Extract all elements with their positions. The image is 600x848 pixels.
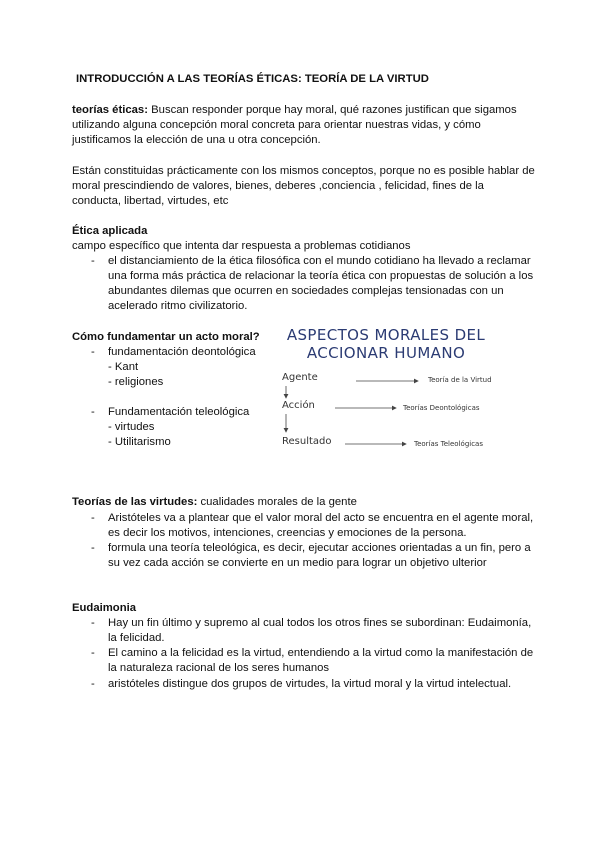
- bullet-dash: -: [91, 647, 95, 659]
- fundamentar-teleologica: Fundamentación teleológica: [108, 406, 250, 418]
- diagram-target-deontologicas: Teorías Deontológicas: [403, 404, 480, 412]
- eudaimonia-b3: aristóteles distingue dos grupos de virtudes, la virtud moral y la virtud intelectual.: [108, 678, 512, 690]
- bullet-dash: -: [91, 617, 95, 629]
- diagram-label-resultado: Resultado: [282, 436, 332, 447]
- bullet-dash: -: [91, 255, 95, 267]
- fundamentar-utilitarismo: - Utilitarismo: [108, 436, 171, 448]
- diagram-label-agente: Agente: [282, 372, 318, 383]
- etica-bullet-line-1: el distanciamiento de la ética filosófica con el mundo cotidiano ha llevado a reclamar: [108, 255, 531, 267]
- virtudes-heading-line: Teorías de las virtudes: cualidades morales de la gente: [72, 496, 357, 508]
- diagram-target-virtud: Teoría de la Virtud: [428, 376, 492, 384]
- etica-bullet-line-4: acelerado ritmo civilizatorio.: [108, 300, 248, 312]
- diagram-target-teleologicas: Teorías Teleológicas: [414, 440, 483, 448]
- fundamentar-religiones: - religiones: [108, 376, 164, 388]
- virtudes-term: Teorías de las virtudes:: [72, 496, 198, 508]
- virtudes-b2-line-1: formula una teoría teleológica, es decir, ejecutar acciones orientadas a un fin, pero a: [108, 542, 531, 554]
- fundamentar-heading: Cómo fundamentar un acto moral?: [72, 331, 260, 343]
- eudaimonia-b2-line-2: la naturaleza racional de los seres humanos: [108, 662, 330, 674]
- bullet-dash: -: [91, 346, 95, 358]
- page-title: INTRODUCCIÓN A LAS TEORÍAS ÉTICAS: TEORÍA DE LA VIRTUD: [76, 73, 429, 85]
- virtudes-b2-line-2: su vez cada acción se convierte en un medio para lograr un objetivo ulterior: [108, 557, 487, 569]
- bullet-dash: -: [91, 542, 95, 554]
- teorias-line-3: justificamos la elección de una u otra concepción.: [72, 134, 321, 146]
- teorias-term: teorías éticas:: [72, 104, 148, 116]
- fundamentar-kant: - Kant: [108, 361, 139, 373]
- virtudes-b1-line-2: es decir los motivos, intenciones, creencias y emociones de la persona.: [108, 527, 467, 539]
- etica-bullet-line-2: una forma más práctica de relacionar la teoría ética con propuestas de solución a los: [108, 270, 534, 282]
- bullet-dash: -: [91, 678, 95, 690]
- eudaimonia-b1-line-1: Hay un fin último y supremo al cual todos los otros fines se subordinan: Eudaimonía,: [108, 617, 532, 629]
- teorias-para2-line-1: Están constituidas prácticamente con los mismos conceptos, porque no es posible hablar de: [72, 165, 535, 177]
- virtudes-b1-line-1: Aristóteles va a plantear que el valor moral del acto se encuentra en el agente moral,: [108, 512, 534, 524]
- bullet-dash: -: [91, 512, 95, 524]
- eudaimonia-b2-line-1: El camino a la felicidad es la virtud, entendiendo a la virtud como la manifestación de: [108, 647, 534, 659]
- diagram-title-line-1: ASPECTOS MORALES DEL: [286, 326, 486, 344]
- fundamentar-deontologica: fundamentación deontológica: [108, 346, 256, 358]
- eudaimonia-b1-line-2: la felicidad.: [108, 632, 165, 644]
- etica-aplicada-intro: campo específico que intenta dar respuesta a problemas cotidianos: [72, 240, 411, 252]
- fundamentar-virtudes: - virtudes: [108, 421, 155, 433]
- teorias-line-1: teorías éticas: Buscan responder porque hay moral, qué razones justifican que sigamos: [72, 104, 517, 116]
- bullet-dash: -: [91, 406, 95, 418]
- teorias-para2-line-2: moral prescindiendo de valores, bienes, deberes ,conciencia , felicidad, fines de la: [72, 180, 484, 192]
- etica-aplicada-heading: Ética aplicada: [72, 225, 148, 237]
- diagram-label-accion: Acción: [282, 400, 315, 411]
- teorias-line-2: utilizando alguna concepción moral concreta para orientar nuestras vidas, y cómo: [72, 119, 481, 131]
- etica-bullet-line-3: abundantes dilemas que ocurren en sociedades complejas tensionadas con un: [108, 285, 504, 297]
- teorias-para2-line-3: conducta, libertad, virtudes, etc: [72, 195, 229, 207]
- eudaimonia-heading: Eudaimonia: [72, 602, 137, 614]
- diagram-title-line-2: ACCIONAR HUMANO: [306, 344, 466, 362]
